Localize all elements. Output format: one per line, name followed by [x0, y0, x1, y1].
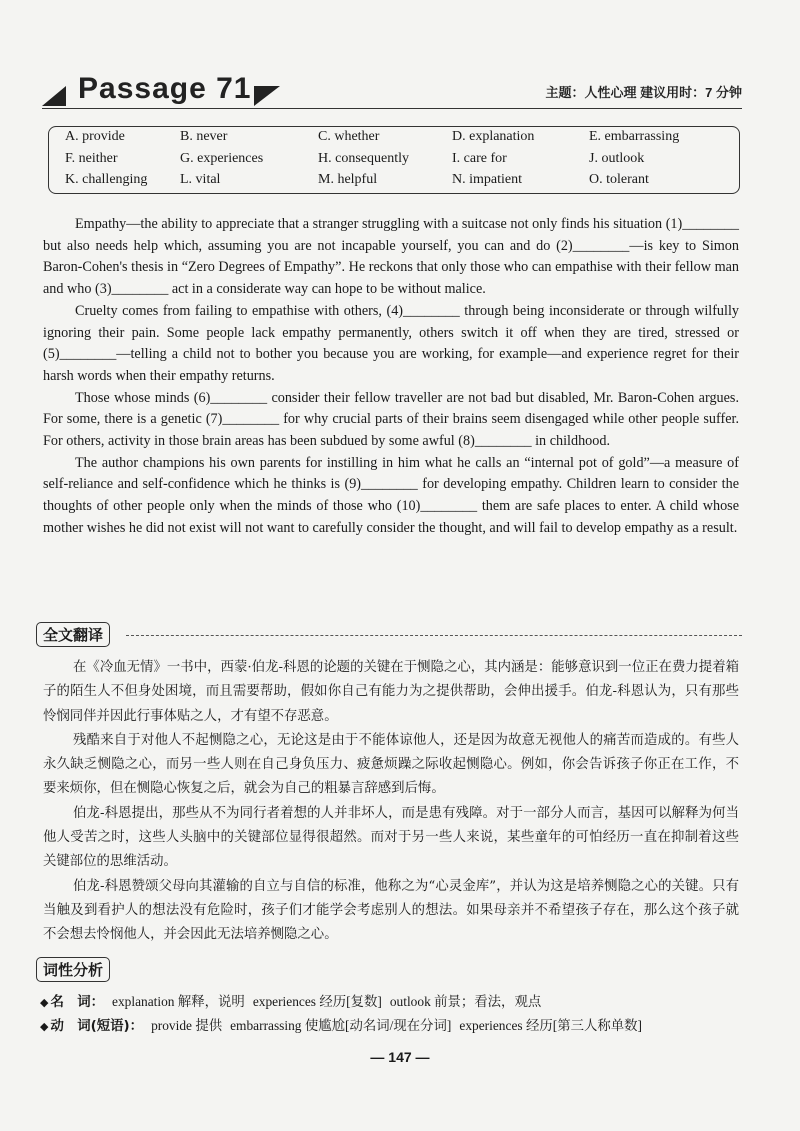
passage-paragraph: Cruelty comes from failing to empathise with others, (4)________ through being inconsiderate or through wilfully ignoring their pain. Some people lack empathy permanently, others switch it off when they are tired, stressed or (5)________—telling a child not to bother you because you are working, for example—and experience regret for their harsh words when their empathy returns.: [43, 302, 739, 384]
pos-item: outlook 前景；看法，观点: [389, 994, 542, 1009]
bullet-diamond-icon: ◆: [40, 996, 49, 1009]
word-option: A. provide: [65, 129, 125, 144]
translation-paragraph: 在《冷血无情》一书中，西蒙·伯龙-科恩的论题的关键在于恻隐之心，其内涵是：能够意识到一位正在费力提着箱子的陌生人不但身处困境，而且需要帮助，假如你自己有能力为之提供帮助，会伸出援手。伯龙-科恩认为，只有那些怜悯同伴并因此行事体贴之人，才有望不存恶意。: [43, 660, 739, 724]
pos-row-nouns: [40, 990, 750, 1014]
word-option: J. outlook: [589, 150, 645, 166]
translation-paragraph: 伯龙-科恩提出，那些从不为同行者着想的人并非坏人，而是患有残障。对于一部分人而言，基因可以解释为何当他人受苦之时，这些人头脑中的关键部位显得很超然。而对于另一些人来说，某些童年的可怕经历一直在抑制着这些关键部位的思维活动。: [43, 805, 739, 870]
pos-row-verbs: [40, 1014, 750, 1038]
word-option: K. challenging: [65, 172, 148, 187]
passage-text: [43, 214, 739, 540]
translation-section-header: [36, 622, 742, 648]
word-option: F. neither: [65, 150, 118, 166]
right-triangle-ornament: [254, 86, 280, 106]
word-option: C. whether: [318, 129, 380, 144]
pos-item: experiences 经历[第三人称单数]: [459, 1018, 642, 1033]
header-rule: [42, 108, 742, 109]
word-option: G. experiences: [180, 150, 264, 166]
pos-section-label: 词性分析: [36, 957, 110, 982]
pos-item: embarrassing 使尴尬[动名词/现在分词]: [230, 1018, 452, 1033]
pos-item: provide 提供: [151, 1018, 223, 1033]
passage-paragraph: Empathy—the ability to appreciate that a stranger struggling with a suitcase not only finds his situation (1)________ but also needs help which, assuming you are not incapable yourself, you can and do (2)________—is key to Simon Baron-Cohen's thesis in “Zero Degrees of Empathy”. He reckons that only those who can empathise with their fellow man and who (3)________ act in a considerate way can hope to be without malice.: [43, 216, 739, 298]
word-option: N. impatient: [452, 172, 522, 187]
theme-and-time: 主题：人性心理 建议用时：7 分钟: [545, 85, 742, 100]
pos-item: experiences 经历[复数]: [252, 994, 382, 1009]
page-number: — 147 —: [370, 1049, 430, 1065]
word-option: O. tolerant: [589, 172, 649, 187]
pos-label: 动 词(短语)：: [50, 1019, 144, 1034]
word-option: B. never: [180, 129, 228, 144]
word-bank-grid: [65, 129, 735, 194]
word-option: D. explanation: [452, 129, 535, 144]
dashed-divider: [126, 635, 742, 636]
bullet-diamond-icon: ◆: [40, 1020, 49, 1033]
passage-paragraph: Those whose minds (6)________ consider their fellow traveller are not bad but disabled, Mr. Baron-Cohen argues. For some, there is a genetic (7)________ for why crucial parts of their brains seem disengaged while other people suffer. For others, activity in those brain areas has been subdued by some awful (8)________ in childhood.: [43, 389, 739, 450]
translation-paragraph: 残酷来自于对他人不起恻隐之心，无论这是由于不能体谅他人，还是因为故意无视他人的痛苦而造成的。有些人永久缺乏恻隐之心，而另一些人则在自己身负压力、疲惫烦躁之际收起恻隐心。例如，你会告诉孩子你正在工作，不要来烦你，但在恻隐心恢复之后，就会为自己的粗暴言辞感到后悔。: [43, 732, 739, 797]
pos-analysis-list: [40, 990, 750, 1038]
translation-text: [43, 656, 739, 948]
translation-section-label: 全文翻译: [36, 622, 110, 647]
passage-paragraph: The author champions his own parents for instilling in him what he calls an “internal pot of gold”—a measure of self-reliance and self-confidence which he thinks is (9)________ for developing empathy. Children learn to consider the thoughts of other people only when the minds of those who (10)________ them are safe places to enter. A child whose mother wishes he did not exist will not want to carefully consider the thought, and will fail to develop empathy as a result.: [43, 454, 739, 536]
translation-paragraph: 伯龙-科恩赞颂父母向其灌输的自立与自信的标准，他称之为“心灵金库”，并认为这是培养恻隐之心的关键。只有当触及到看护人的想法没有危险时，孩子们才能学会考虑别人的想法。如果母亲并不希望孩子存在，那么这个孩子就不会想去怜悯他人，并会因此无法培养恻隐之心。: [43, 878, 739, 943]
word-option: I. care for: [452, 150, 507, 166]
pos-label: 名 词：: [50, 995, 105, 1010]
passage-title: Passage 71: [78, 72, 252, 105]
pos-section-header: [36, 957, 742, 983]
word-option: M. helpful: [318, 172, 378, 187]
word-bank: [48, 126, 740, 194]
left-triangle-ornament: [42, 86, 66, 106]
word-option: E. embarrassing: [589, 129, 680, 144]
pos-item: explanation 解释，说明: [112, 994, 245, 1009]
word-option: L. vital: [180, 172, 221, 187]
passage-header: [42, 72, 742, 112]
word-option: H. consequently: [318, 150, 409, 166]
